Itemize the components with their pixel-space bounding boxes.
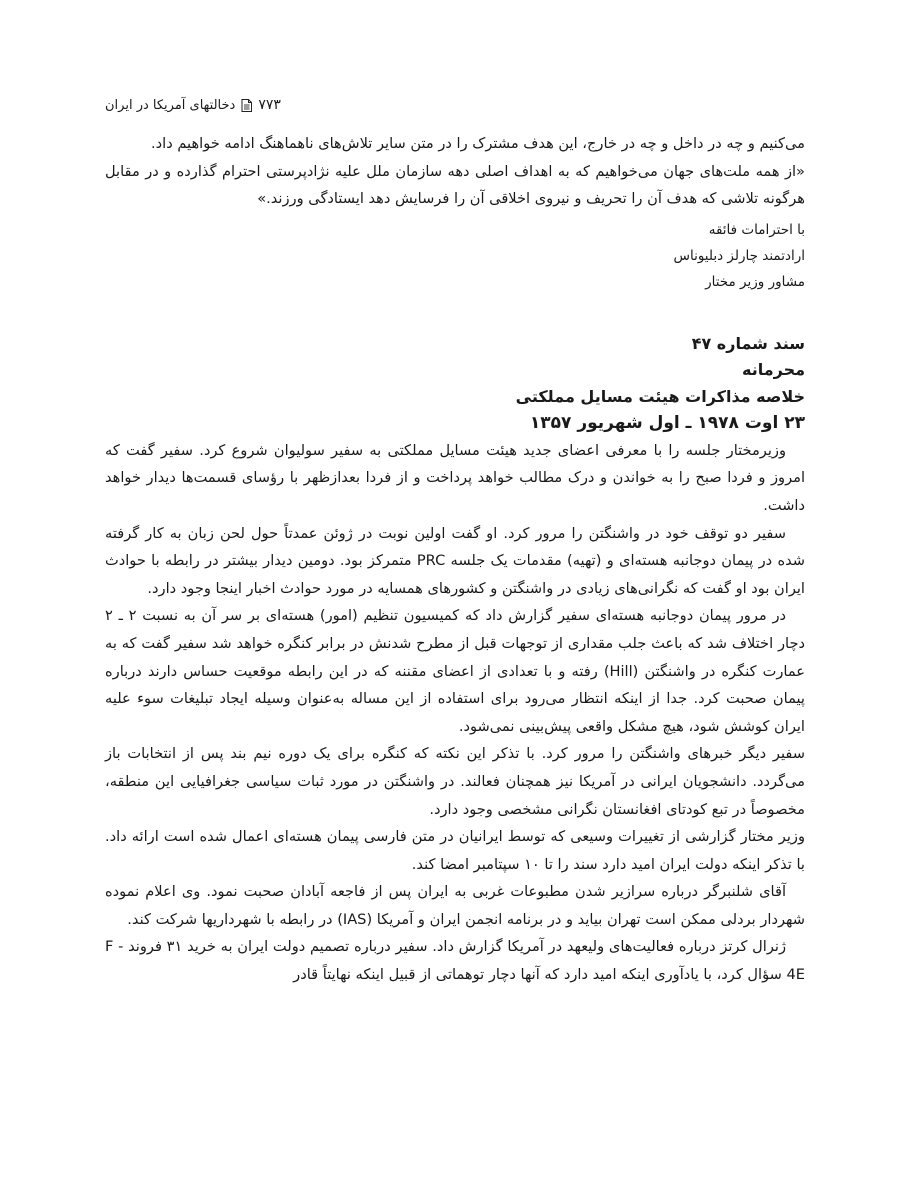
signature-title: مشاور وزیر مختار (705, 273, 805, 290)
body-paragraph: وزیر مختار گزارشی از تغییرات وسیعی که توسط ایرانیان در متن فارسی پیمان هسته‌ای اعمال شده است ارائه داد. با تذکر اینکه دولت ایران امید دارد سند را تا ۱۰ سپتامبر امضا کند. (105, 828, 805, 873)
body-paragraph: سفیر دیگر خبرهای واشنگتن را مرور کرد. با تذکر این نکته که کنگره برای یک دوره نیم بند پس از انتخابات باز می‌گردد. دانشجویان ایرانی در آمریکا نیز همچنان فعالند. در واشنگتن در مورد ثبات سیاسی جغرافیایی این منطقه، مخصوصاً در تبع کودتای افغانستان نگرانی مشخصی وجود دارد. (105, 745, 805, 818)
document-icon (241, 99, 252, 112)
page-body (105, 130, 805, 989)
running-header (105, 95, 305, 115)
document-body (105, 437, 805, 989)
quote-paragraph: «از همه ملت‌های جهان می‌خواهیم که به اهداف اصلی دهه سازمان ملل علیه نژادپرستی احترام گذارده و در مقابل هرگونه تلاشی که هدف آن را تحریف و نیروی اخلاقی آن را فرسایش دهد ایستادگی ورزند.» (105, 162, 805, 208)
document-heading (105, 331, 805, 437)
body-paragraph: در مرور پیمان دوجانبه هسته‌ای سفیر گزارش داد که کمیسیون تنظیم (امور) هسته‌ای بر سر آن به نسبت ۲ ـ ۲ دچار اختلاف شد که باعث جلب مقداری از توجهات قبل از مطرح شدنش در برابر کنگره خواهد شد سفیر گفت که به عمارت کنگره در واشنگتن (Hill) رفته و با تعدادی از اعضای مقننه که در این رابطه موقعیت حساس دارند درباره پیمان صحبت کرد. جدا از اینکه انتظار می‌رود برای استفاده از این مساله به‌عنوان وسیله ایجاد تبلیغات سوء علیه ایران کوشش شود، هیچ مشکل واقعی پیش‌بینی نمی‌شود. (105, 607, 805, 735)
document-classification: محرمانه (741, 360, 805, 380)
page-number: ۷۷۳ (258, 97, 281, 113)
intro-paragraph: می‌کنیم و چه در داخل و چه در خارج، این هدف مشترک را در متن سایر تلاش‌های ناهماهنگ ادامه خواهیم داد. (151, 135, 805, 152)
body-paragraph: سفیر دو توقف خود در واشنگتن را مرور کرد. او گفت اولین نوبت در ژوئن عمدتاً حول لحن زبان به کار گرفته شده در پیمان دوجانبه هسته‌ای و (تهیه) مقدمات یک جلسه PRC متمرکز بود. دومین دیدار بیشتر در رابطه با حوادث ایران بود او گفت که نگرانی‌های زیادی در واشنگتن و کشورهای همسایه در مورد حوادث اخبار اینجا وجود دارد. (105, 524, 805, 597)
document-date: ۲۳ اوت ۱۹۷۸ ـ اول شهریور ۱۳۵۷ (529, 413, 805, 434)
body-paragraph: آقای شلنبرگر درباره سرازیر شدن مطبوعات غربی به ایران پس از فاجعه آبادان صحبت نمود. وی اعلام نموده شهردار بردلی ممکن است تهران بیاید و در برنامه انجمن ایران و آمریکا (IAS) در رابطه با شهرداریها شرکت کند. (105, 883, 805, 928)
signature-block (595, 217, 805, 295)
signature-closing: با احترامات فائقه (708, 221, 805, 238)
body-paragraph: وزیرمختار جلسه را با معرفی اعضای جدید هیئت مسایل مملکتی به سفیر سولیوان شروع کرد. سفیر گفت که امروز و فردا صبح را به خواندن و درک مطالب خواهد پرداخت و از فردا بعدازظهر با رؤسای قسمت‌ها دیدار خواهد داشت. (105, 441, 805, 514)
running-title: دخالتهای آمریکا در ایران (105, 97, 236, 113)
document-number: سند شماره ۴۷ (691, 333, 805, 353)
document-subject: خلاصه مذاکرات هیئت مسایل مملکتی (515, 386, 805, 406)
signature-name: ارادتمند چارلز دبلیوناس (673, 247, 805, 264)
body-paragraph: ژنرال کرتز درباره فعالیت‌های ولیعهد در آمریکا گزارش داد. سفیر درباره تصمیم دولت ایران به خرید ۳۱ فروند F - 4E سؤال کرد، با یادآوری اینکه امید دارد که آنها دچار توهماتی از قبیل اینکه نهایتاً قادر (105, 938, 805, 984)
